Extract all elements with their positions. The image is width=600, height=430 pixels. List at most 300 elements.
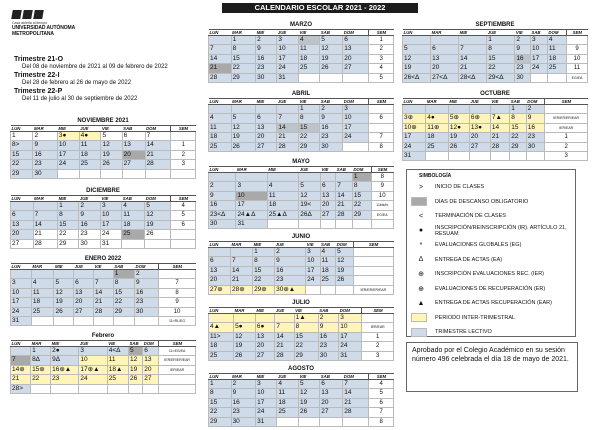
day-cell: 18	[426, 133, 449, 142]
day-header: LUN	[209, 242, 231, 248]
day-cell: 26	[54, 307, 74, 316]
day-cell: 30	[134, 307, 158, 316]
day-cell: 8Δ	[31, 356, 51, 365]
day-header: DOM	[145, 126, 171, 132]
day-cell: 5	[320, 36, 343, 45]
week-number	[159, 375, 196, 384]
day-cell: 23<Δ	[209, 210, 236, 219]
day-cell: 8	[253, 257, 275, 266]
day-cell: 20	[11, 230, 34, 239]
trimestre-name: Trimestre 21-O	[14, 56, 64, 63]
legend-item	[407, 253, 575, 268]
day-cell: 11>	[209, 332, 234, 341]
day-header: SAB	[318, 308, 339, 314]
day-cell: 10	[57, 141, 79, 150]
day-cell: 19	[320, 54, 343, 63]
day-header: DOM	[343, 30, 369, 36]
day-cell: 28	[336, 210, 353, 219]
day-header: SEM	[171, 196, 196, 202]
day-cell	[74, 317, 94, 326]
day-header: LUN	[11, 196, 34, 202]
legend-symbol-icon: <	[418, 212, 424, 220]
day-cell: 23	[79, 230, 101, 239]
month-septiembre	[402, 21, 588, 83]
day-cell	[352, 220, 371, 229]
day-cell: 4●	[79, 132, 101, 141]
day-cell: 30	[209, 220, 236, 229]
day-cell: 5	[129, 347, 143, 356]
week-row	[403, 105, 588, 114]
week-number: 3	[369, 54, 394, 63]
logo-name: UNIVERSIDAD AUTÓNOMA METROPOLITANA	[12, 25, 75, 37]
day-cell	[209, 248, 231, 257]
day-header: JUE	[469, 99, 490, 105]
day-cell: 6	[11, 211, 34, 220]
day-cell: 20	[469, 133, 490, 142]
day-cell: 24	[339, 342, 362, 351]
day-header: MIE	[256, 99, 277, 105]
week-number: IER/EAR	[362, 323, 394, 332]
week-number	[545, 105, 588, 114]
day-cell	[94, 270, 114, 279]
week-row	[11, 230, 196, 239]
day-cell: 22	[209, 408, 232, 417]
day-cell: 19	[101, 150, 122, 159]
day-cell: 27	[255, 351, 275, 360]
day-header: JUE	[275, 242, 306, 248]
day-cell: 12●	[448, 123, 469, 132]
day-cell: 1	[487, 36, 515, 45]
day-cell: 2	[134, 270, 158, 279]
day-cell: 1	[209, 380, 232, 389]
day-cell	[336, 220, 353, 229]
day-cell: 17	[343, 123, 369, 132]
day-cell: 22	[510, 133, 526, 142]
day-cell: 17	[403, 133, 426, 142]
day-header: SEM	[371, 167, 393, 173]
day-cell: 10	[306, 257, 320, 266]
month-noviembre	[10, 117, 196, 179]
day-cell: 25	[79, 160, 101, 169]
day-cell: 24	[343, 133, 369, 142]
day-cell: 16	[209, 201, 236, 210]
week-row	[403, 142, 588, 151]
day-cell: 25	[122, 230, 145, 239]
day-cell: 19	[234, 342, 256, 351]
day-cell: 26<Δ	[403, 73, 431, 82]
day-header: VIE	[101, 126, 122, 132]
week-row	[403, 45, 588, 54]
week-number: 7	[369, 133, 394, 142]
day-cell: 9	[515, 45, 531, 54]
day-cell: 3	[100, 202, 121, 211]
day-cell: 9	[79, 211, 101, 220]
day-cell: 27	[469, 142, 490, 151]
day-cell: 11	[107, 356, 128, 365]
day-cell: 4▲	[209, 323, 234, 332]
day-header: JUE	[79, 341, 107, 347]
calendar-table	[208, 307, 394, 361]
week-number	[353, 266, 393, 275]
day-cell: 14	[275, 332, 294, 341]
day-cell: 17	[57, 150, 79, 159]
day-cell	[145, 169, 171, 178]
day-cell: 24	[277, 64, 299, 73]
day-cell	[547, 73, 566, 82]
day-cell: 21	[231, 276, 253, 285]
day-header: MAR	[231, 374, 256, 380]
day-cell: 27⊕	[209, 285, 231, 294]
week-row	[11, 365, 196, 374]
day-cell	[320, 73, 343, 82]
week-row	[209, 201, 394, 210]
day-cell: 5	[298, 380, 319, 389]
day-cell: 20	[431, 64, 459, 73]
week-number: 3	[545, 152, 588, 161]
week-row	[403, 36, 588, 45]
legend-symbol-icon: *	[419, 241, 423, 249]
day-cell: 22	[31, 375, 51, 384]
month-title: MAYO	[292, 159, 310, 165]
day-cell: 18	[320, 266, 336, 275]
day-header: LUN	[11, 126, 33, 132]
week-number	[567, 36, 588, 45]
day-cell: 19	[129, 365, 143, 374]
legend-text: ENTREGA DE ACTAS (EA)	[435, 256, 503, 263]
day-cell: 3	[339, 314, 362, 323]
day-cell: 5	[101, 132, 122, 141]
day-cell: 3	[277, 36, 299, 45]
day-cell: 25	[31, 307, 54, 316]
day-cell: 24	[530, 64, 547, 73]
calendar-table	[402, 98, 588, 161]
day-cell: 2	[275, 248, 306, 257]
day-cell: 14	[209, 54, 232, 63]
legend-item	[407, 325, 575, 340]
day-cell: 25	[209, 142, 232, 151]
day-header: SAB	[129, 341, 143, 347]
month-diciembre	[10, 187, 196, 249]
day-cell: 23	[275, 276, 306, 285]
day-cell: 1	[58, 202, 79, 211]
month-title: ABRIL	[291, 91, 311, 97]
day-cell: 28	[33, 239, 58, 248]
day-cell: 20	[74, 298, 94, 307]
day-cell: 31	[277, 73, 299, 82]
day-cell: 10	[79, 356, 107, 365]
day-cell: 8	[352, 182, 371, 191]
day-header: VIE	[490, 99, 509, 105]
day-cell: 11⊕	[426, 123, 449, 132]
day-cell: 5	[403, 45, 431, 54]
day-cell: 2	[209, 182, 236, 191]
day-cell	[426, 105, 449, 114]
week-row	[11, 220, 196, 229]
day-cell	[320, 220, 335, 229]
legend-swatch	[411, 197, 427, 206]
day-cell: 13	[320, 191, 335, 200]
day-cell: 26Δ	[299, 210, 321, 219]
day-cell: 1	[298, 105, 319, 114]
week-number	[171, 169, 196, 178]
week-number: EG/EA	[371, 210, 393, 219]
week-row	[209, 210, 394, 219]
week-row	[209, 257, 394, 266]
day-header: DOM	[343, 374, 369, 380]
day-cell: 27<Δ	[431, 73, 459, 82]
day-cell: 10	[100, 211, 121, 220]
calendar-table	[402, 29, 588, 83]
day-header: MIE	[51, 341, 79, 347]
legend-text: INSCRIPCIÓN/REINSCRIPCIÓN (IR). ARTÍCULO 21, RESUAM	[435, 224, 567, 237]
week-number: 2	[369, 45, 394, 54]
day-header: SAB	[113, 264, 134, 270]
day-header: SAB	[320, 374, 343, 380]
week-number: IER/ER/ER/EAR	[353, 285, 393, 294]
day-cell: 26	[234, 351, 256, 360]
day-cell: 9	[33, 141, 57, 150]
day-cell: 31	[339, 351, 362, 360]
day-cell: 28	[275, 351, 294, 360]
day-cell: 7	[33, 211, 58, 220]
day-cell: 7	[209, 45, 232, 54]
day-cell: 13	[320, 389, 343, 398]
day-header: MAR	[231, 30, 256, 36]
week-number	[159, 270, 196, 279]
day-cell: 6	[320, 380, 343, 389]
trimestre-21-o	[14, 56, 214, 71]
week-number	[171, 132, 196, 141]
day-cell: 3⊕	[403, 114, 426, 123]
week-number: 1	[362, 332, 394, 341]
day-header: VIE	[298, 99, 319, 105]
legend-title: SIMBOLOGÍA	[419, 173, 452, 179]
day-header: MIE	[267, 167, 298, 173]
day-cell: 11	[31, 288, 54, 297]
day-cell: 24	[306, 276, 320, 285]
day-cell: 25	[277, 408, 299, 417]
day-cell: 10	[343, 114, 369, 123]
day-cell: 26	[320, 64, 343, 73]
day-cell: 8	[231, 45, 256, 54]
day-cell: 21	[459, 64, 487, 73]
day-header: MIE	[256, 30, 277, 36]
month-title: ENERO 2022	[84, 256, 122, 262]
day-cell: 6	[122, 132, 145, 141]
day-cell: 8	[487, 45, 515, 54]
week-row	[11, 356, 196, 365]
week-number: 8	[369, 417, 394, 426]
week-number: IER/EAR	[159, 365, 196, 374]
day-cell: 30	[318, 351, 339, 360]
day-cell	[11, 202, 34, 211]
day-cell: 24	[100, 230, 121, 239]
day-cell: 28>	[11, 384, 31, 393]
day-cell: 7	[145, 132, 171, 141]
legend-swatch	[411, 313, 427, 322]
day-header: VIE	[298, 30, 319, 36]
legend-item	[407, 195, 575, 210]
week-number: 8	[159, 288, 196, 297]
day-cell: 19<	[299, 201, 321, 210]
day-cell: 7	[231, 257, 253, 266]
day-cell: 29	[352, 210, 371, 219]
week-number: 9	[567, 45, 588, 54]
day-cell	[469, 152, 490, 161]
day-header: JUE	[277, 374, 299, 380]
week-number	[362, 314, 394, 323]
day-header: MIE	[58, 196, 79, 202]
month-title: MARZO	[290, 22, 312, 28]
week-row	[11, 211, 196, 220]
day-cell: 12	[101, 141, 122, 150]
week-row	[209, 248, 394, 257]
day-cell: 28	[145, 160, 171, 169]
month-title: Febrero	[91, 333, 115, 339]
week-number: 1	[545, 133, 588, 142]
day-cell: 8	[298, 114, 319, 123]
day-header: MAR	[33, 126, 57, 132]
day-cell: 17	[339, 332, 362, 341]
week-row	[11, 279, 196, 288]
day-cell: 30⊕▲	[275, 285, 306, 294]
week-row	[11, 150, 196, 159]
day-cell: 8	[113, 279, 134, 288]
day-cell: 25	[426, 142, 449, 151]
week-row	[11, 317, 196, 326]
day-cell: 26	[231, 142, 256, 151]
week-number: 7	[159, 279, 196, 288]
day-cell: 31	[100, 239, 121, 248]
day-cell: 4	[277, 380, 299, 389]
page-title: CALENDARIO ESCOLAR 2021 - 2022	[222, 3, 418, 13]
day-cell	[209, 105, 232, 114]
day-cell: 10	[339, 323, 362, 332]
day-header: DOM	[526, 99, 545, 105]
day-cell: 31	[403, 152, 426, 161]
legend-item	[407, 267, 575, 282]
week-number: 9	[159, 298, 196, 307]
day-header: SEM	[362, 308, 394, 314]
day-cell: 26	[336, 276, 354, 285]
day-cell: 28	[94, 307, 114, 316]
day-cell: 3	[343, 105, 369, 114]
day-cell: 2	[256, 36, 277, 45]
day-header: VIE	[320, 167, 335, 173]
day-cell: 2●	[51, 347, 79, 356]
day-cell: 9	[209, 191, 236, 200]
day-cell: 29	[11, 169, 33, 178]
day-header: LUN	[209, 30, 232, 36]
day-cell	[343, 417, 369, 426]
day-cell: 14	[94, 288, 114, 297]
day-header: MIE	[459, 30, 487, 36]
day-cell: 14	[336, 191, 353, 200]
day-cell: 23	[51, 375, 79, 384]
day-cell	[299, 173, 321, 182]
day-header: SEM	[369, 30, 394, 36]
week-row	[11, 169, 196, 178]
day-cell: 1	[231, 36, 256, 45]
day-cell: 30	[256, 73, 277, 82]
day-cell: 29⊕	[253, 285, 275, 294]
day-cell: 3	[236, 182, 267, 191]
legend-item	[407, 296, 575, 311]
week-number: EG/EA	[567, 73, 588, 82]
day-cell: 6	[320, 182, 335, 191]
week-number: 7	[369, 408, 394, 417]
week-number: 4	[369, 64, 394, 73]
day-cell: 12	[54, 288, 74, 297]
day-cell: 14	[33, 220, 58, 229]
day-cell: 21	[336, 201, 353, 210]
week-number: 3	[362, 351, 394, 360]
day-cell: 14	[459, 54, 487, 63]
day-cell: 7	[336, 182, 353, 191]
day-cell	[79, 384, 107, 393]
week-number: 5	[171, 211, 196, 220]
day-cell: 3	[11, 279, 32, 288]
week-row	[11, 288, 196, 297]
day-cell: 17	[277, 54, 299, 63]
day-cell: 6⊕	[469, 114, 490, 123]
day-cell	[320, 285, 336, 294]
day-cell: 23	[526, 133, 545, 142]
day-cell: 11	[547, 45, 566, 54]
day-cell	[298, 73, 319, 82]
day-cell	[31, 270, 54, 279]
day-cell	[255, 314, 275, 323]
week-row	[209, 332, 394, 341]
week-row	[209, 133, 394, 142]
day-cell: 28	[490, 142, 509, 151]
day-cell: 9Δ	[51, 356, 79, 365]
day-cell: 12	[299, 191, 321, 200]
day-header: DOM	[134, 264, 158, 270]
day-cell: 17	[530, 54, 547, 63]
day-cell: 6	[256, 114, 277, 123]
day-cell: 6	[209, 257, 231, 266]
day-header: JUE	[299, 167, 321, 173]
day-cell	[209, 173, 236, 182]
week-row	[11, 384, 196, 393]
day-cell: 17	[236, 201, 267, 210]
day-cell: 28	[209, 73, 232, 82]
day-cell: 4	[298, 36, 319, 45]
month-title: NOVIEMBRE 2021	[77, 118, 129, 124]
day-cell: 28	[277, 142, 299, 151]
day-cell: 15	[352, 191, 371, 200]
trimestre-name: Trimestre 22-I	[14, 72, 60, 79]
week-number: 2	[171, 150, 196, 159]
week-row	[209, 380, 394, 389]
day-cell: 24	[403, 142, 426, 151]
day-cell	[275, 314, 294, 323]
legend-item	[407, 238, 575, 253]
month-title: JUNIO	[291, 234, 311, 240]
day-cell: 30	[33, 169, 57, 178]
day-cell: 18	[267, 201, 298, 210]
day-cell: 21	[33, 230, 58, 239]
day-cell: 23	[134, 298, 158, 307]
day-cell: 22	[231, 64, 256, 73]
day-cell	[143, 384, 159, 393]
day-cell: 10⊕	[403, 123, 426, 132]
day-cell: 26	[101, 160, 122, 169]
day-cell: 15	[510, 123, 526, 132]
day-cell: 4	[547, 36, 566, 45]
day-cell: 26	[298, 408, 319, 417]
